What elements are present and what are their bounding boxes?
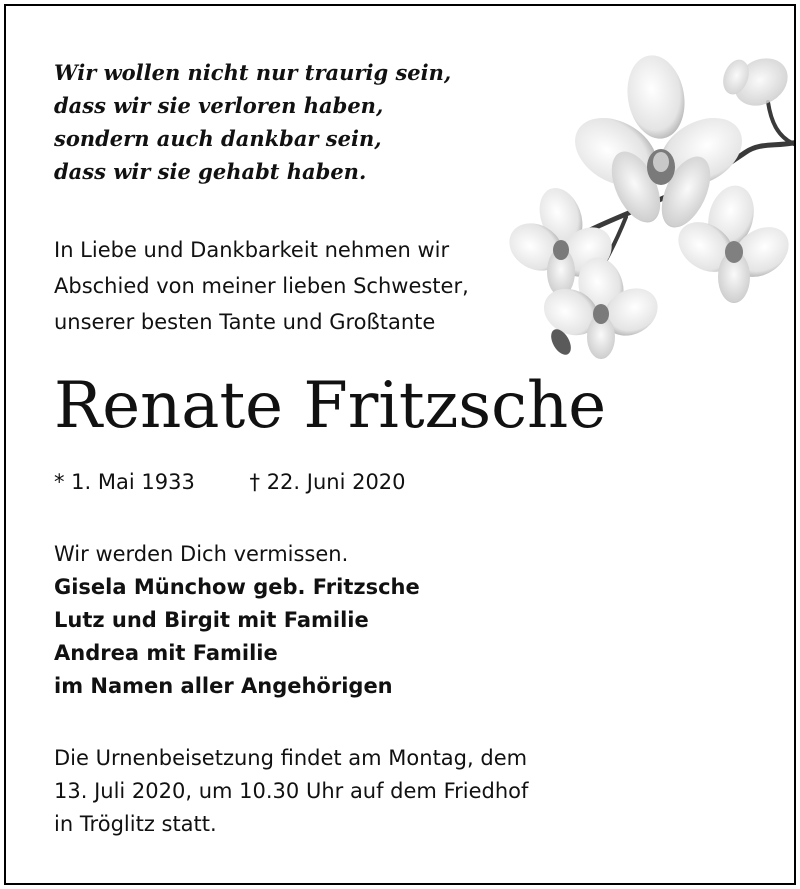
deceased-name: Renate Fritzsche: [54, 369, 607, 443]
orchid-illustration: [506, 42, 796, 362]
farewell-intro: [54, 232, 469, 340]
mourners-intro: Wir werden Dich vermissen.: [54, 542, 349, 566]
funeral-line: Die Urnenbeisetzung findet am Montag, dem: [54, 746, 528, 770]
intro-line: In Liebe und Dankbarkeit nehmen wir: [54, 238, 450, 262]
life-dates: [54, 464, 406, 500]
poem-line: dass wir sie gehabt haben.: [54, 159, 367, 184]
funeral-line: 13. Juli 2020, um 10.30 Uhr auf dem Friedhof: [54, 779, 529, 803]
mourner-name: Gisela Münchow geb. Fritzsche: [54, 575, 420, 599]
birth-date: * 1. Mai 1933: [54, 470, 195, 494]
mourner-name: Lutz und Birgit mit Familie: [54, 608, 369, 632]
funeral-notice: [54, 742, 528, 841]
poem: [54, 56, 451, 188]
poem-line: sondern auch dankbar sein,: [54, 126, 382, 151]
death-date: † 22. Juni 2020: [249, 470, 406, 494]
intro-line: Abschied von meiner lieben Schwester,: [54, 274, 469, 298]
mourners: [54, 538, 420, 703]
mourner-name: Andrea mit Familie: [54, 641, 278, 665]
funeral-line: in Tröglitz statt.: [54, 812, 217, 836]
mourner-name: im Namen aller Angehörigen: [54, 674, 393, 698]
obituary-card: [4, 4, 796, 885]
poem-line: dass wir sie verloren haben,: [54, 93, 384, 118]
intro-line: unserer besten Tante und Großtante: [54, 310, 436, 334]
poem-line: Wir wollen nicht nur traurig sein,: [54, 60, 452, 85]
